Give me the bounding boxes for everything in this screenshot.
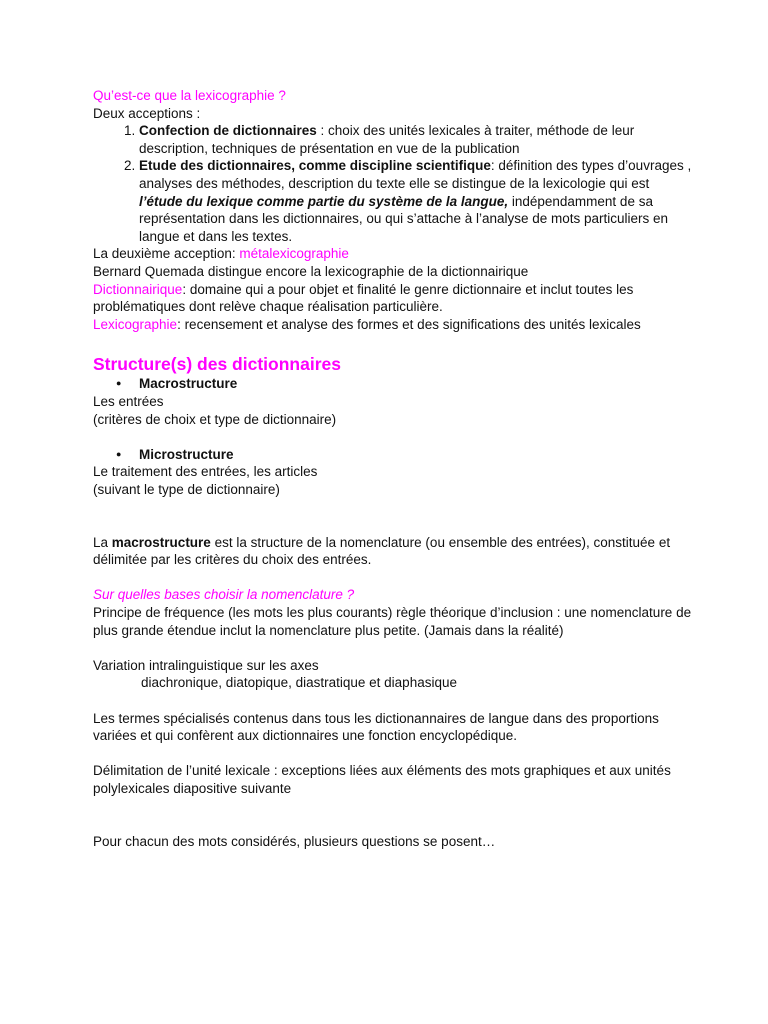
list-item [139, 122, 693, 157]
acception-1-text: : choix des unités lexicales à traiter, méthode de leur description, techniques de présentation en vue de la publication [139, 123, 635, 156]
acception-1-title: Confection de dictionnaires [139, 123, 317, 139]
variation-line: Variation intralinguistique sur les axes [93, 657, 319, 673]
macro-def-prefix: La [93, 534, 112, 550]
micro-bullet-list [93, 446, 693, 464]
dictionnairique-term: Dictionnairique [93, 281, 183, 297]
spacer [93, 745, 693, 763]
acception-2-text-1: : définition des types d’ouvrages , analyses des méthodes, description du texte elle se distingue de la lexicologie qui est [139, 158, 692, 191]
deuxieme-prefix: La deuxième acception: [93, 246, 240, 262]
section-title: Structure(s) des dictionnaires [93, 354, 341, 375]
macro-line-1: Les entrées [93, 393, 164, 409]
macro-bullet-list [93, 375, 693, 393]
acceptions-list [93, 122, 693, 245]
spacer [93, 516, 693, 534]
spacer [93, 498, 693, 516]
dictionnairique-text: : domaine qui a pour objet et finalité le genre dictionnaire et inclut toutes les problématiques dont relève chaque réalisation particulière. [93, 281, 634, 315]
spacer [93, 815, 693, 833]
lexicographie-definition [93, 316, 693, 334]
dictionnairique-definition [93, 281, 693, 316]
lexicographie-text: : recensement et analyse des formes et des significations des unités lexicales [177, 316, 641, 332]
micro-line-1: Le traitement des entrées, les articles [93, 464, 318, 480]
acception-2-emphasis: l’étude du lexique comme partie du système de la langue, [139, 193, 509, 209]
macro-def-term: macrostructure [111, 534, 211, 550]
deux-acceptions: Deux acceptions : [93, 105, 201, 121]
micro-line-2: (suivant le type de dictionnaire) [93, 481, 280, 497]
pour-chacun-line: Pour chacun des mots considérés, plusieurs questions se posent… [93, 833, 496, 849]
metalexicographie-term: métalexicographie [239, 246, 349, 262]
spacer [93, 428, 693, 446]
microstructure-bullet: ● Microstructure [139, 446, 693, 464]
lexicographie-term: Lexicographie [93, 316, 178, 332]
macro-line-2: (critères de choix et type de dictionnaire) [93, 411, 337, 427]
spacer [93, 798, 693, 816]
macrostructure-bullet: ● Macrostructure [139, 375, 693, 393]
delimitation-paragraph: Délimitation de l’unité lexicale : exceptions liées aux éléments des mots graphiques et aux unités polylexicales diapositive suivante [93, 763, 671, 796]
quemada-line: Bernard Quemada distingue encore la lexicographie de la dictionnairique [93, 263, 529, 279]
intro-question: Qu’est-ce que la lexicographie ? [93, 88, 286, 103]
acception-2-text-2: indépendamment de sa représentation dans les dictionnaires, ou qui s’attache à l’analyse de mots particuliers en langue et dans les textes. [139, 193, 669, 244]
spacer [93, 639, 693, 657]
macro-def-text: est la structure de la nomenclature (ou ensemble des entrées), constituée et délimitée par les critères du choix des entrées. [93, 534, 671, 568]
acception-2-title: Etude des dictionnaires, comme discipline scientifique [139, 158, 491, 174]
bases-question: Sur quelles bases choisir la nomenclature ? [93, 587, 355, 603]
axes-line: diachronique, diatopique, diastratique et diaphasique [141, 675, 457, 691]
frequence-paragraph: Principe de fréquence (les mots les plus courants) règle théorique d’inclusion : une nomenclature de plus grande étendue inclut la nomenclature plus petite. (Jamais dans la réalité) [93, 605, 692, 638]
termes-paragraph: Les termes spécialisés contenus dans tous les dictionannaires de langue dans des proportions variées et qui confèrent aux dictionnaires une fonction encyclopédique. [93, 710, 659, 744]
spacer [93, 569, 693, 587]
document-body [93, 87, 693, 850]
macrostructure-definition [93, 534, 693, 569]
spacer [93, 692, 693, 710]
list-item [139, 157, 693, 245]
deuxieme-acception [93, 245, 693, 263]
